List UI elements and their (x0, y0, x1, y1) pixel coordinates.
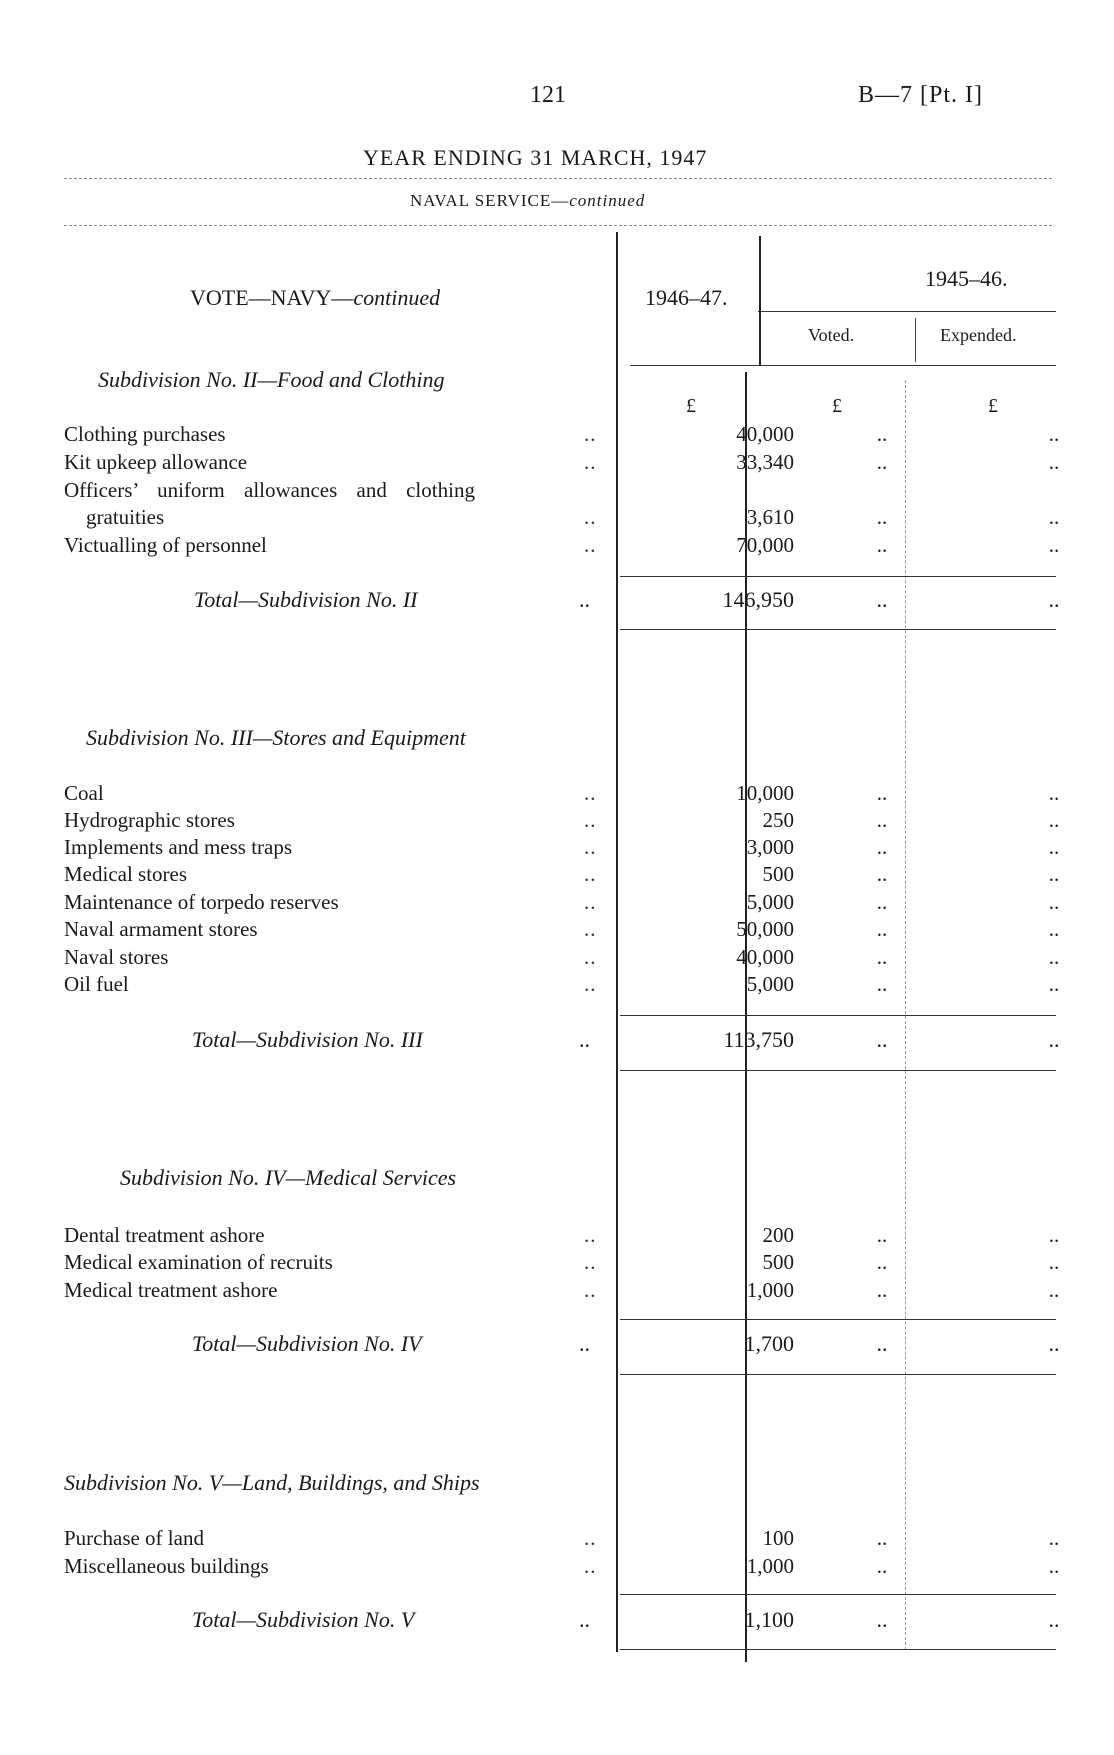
leader-dots: .. (584, 1278, 597, 1302)
currency-expended: £ (988, 395, 998, 417)
row-label: Victualling of personnel (64, 533, 267, 557)
leader-dots: .. (584, 972, 597, 996)
column-voted: Voted. (808, 325, 855, 345)
row-amount: 500 (762, 1250, 794, 1274)
total-expended: .. (1048, 1027, 1060, 1052)
row-voted: .. (876, 505, 888, 529)
total-voted: .. (876, 1607, 888, 1632)
table-row (64, 1249, 1064, 1275)
row-voted: .. (876, 890, 888, 914)
leader-dots: .. (584, 450, 597, 474)
table-row (64, 916, 1064, 942)
section-heading-IV: Subdivision No. IV—Medical Services (120, 1165, 457, 1190)
leader-dots: .. (584, 1223, 597, 1247)
leader-dots: .. (584, 533, 597, 557)
row-expended: .. (1048, 533, 1060, 557)
leader-dots: .. (584, 1250, 597, 1274)
total-rule (620, 1070, 1056, 1071)
total-voted: .. (876, 1027, 888, 1052)
total-expended: .. (1048, 1331, 1060, 1356)
row-label: Miscellaneous buildings (64, 1554, 269, 1578)
row-amount: 1,000 (746, 1278, 794, 1302)
currency-amount: £ (686, 395, 696, 417)
column-expended: Expended. (940, 325, 1017, 345)
header-bottom-rule (630, 365, 1056, 366)
rule-right-of-amounts-body (745, 372, 747, 1662)
row-amount: 500 (762, 862, 794, 886)
leader-dots: .. (584, 835, 597, 859)
leader-dots: .. (584, 505, 597, 529)
leader-dots: .. (584, 862, 597, 886)
row-label: Kit upkeep allowance (64, 450, 248, 474)
row-expended: .. (1048, 505, 1060, 529)
row-voted: .. (876, 862, 888, 886)
row-expended: .. (1048, 890, 1060, 914)
row-amount: 3,610 (746, 505, 794, 529)
page-number: 121 (530, 82, 566, 108)
table-row (64, 944, 1064, 970)
row-voted: .. (876, 945, 888, 969)
section-heading-V: Subdivision No. V—Land, Buildings, and Ships (64, 1470, 480, 1495)
row-voted: .. (876, 533, 888, 557)
total-label: Total—Subdivision No. II (194, 587, 418, 612)
row-label: Naval stores (64, 945, 169, 969)
total-row-IV (64, 1330, 1064, 1358)
row-voted: .. (876, 835, 888, 859)
row-amount: 70,000 (736, 533, 794, 557)
row-amount: 5,000 (746, 972, 794, 996)
row-amount: 1,000 (746, 1554, 794, 1578)
table-row (64, 971, 1064, 997)
leader-dots: .. (584, 1554, 597, 1578)
row-amount: 50,000 (736, 917, 794, 941)
currency-voted: £ (832, 395, 842, 417)
leader-dots: .. (584, 1526, 597, 1550)
row-amount: 3,000 (746, 835, 794, 859)
row-expended: .. (1048, 808, 1060, 832)
row-expended: .. (1048, 862, 1060, 886)
leader-dots: .. (584, 890, 597, 914)
total-expended: .. (1048, 1607, 1060, 1632)
table-row (64, 449, 1064, 475)
column-1946-47: 1946–47. (645, 285, 728, 310)
subtotal-rule (620, 576, 1056, 577)
rule-voted-expended (915, 318, 916, 362)
leader-dots: .. (584, 917, 597, 941)
row-amount: 100 (762, 1526, 794, 1550)
leader-dots: .. (584, 945, 597, 969)
row-voted: .. (876, 1250, 888, 1274)
row-amount: 33,340 (736, 450, 794, 474)
row-label: Naval armament stores (64, 917, 258, 941)
row-label: Clothing purchases (64, 422, 226, 446)
row-voted: .. (876, 781, 888, 805)
total-row-II (64, 586, 1064, 614)
table-row (64, 834, 1064, 860)
row-expended: .. (1048, 835, 1060, 859)
total-amount: 113,750 (723, 1027, 794, 1052)
vote-continued: continued (353, 285, 441, 310)
row-voted: .. (876, 1223, 888, 1247)
total-amount: 1,700 (744, 1331, 794, 1356)
table-row (64, 1222, 1064, 1248)
row-expended: .. (1048, 1223, 1060, 1247)
table-row (64, 532, 1064, 558)
table-row (64, 1553, 1064, 1579)
total-row-V (64, 1606, 1064, 1634)
total-voted: .. (876, 587, 888, 612)
total-voted: .. (876, 1331, 888, 1356)
leader-dots: .. (584, 781, 597, 805)
total-rule (620, 1374, 1056, 1375)
section-heading-III: Subdivision No. III—Stores and Equipment (86, 725, 466, 750)
row-voted: .. (876, 972, 888, 996)
row-voted: .. (876, 1526, 888, 1550)
page-reference: B—7 [Pt. I] (858, 82, 983, 108)
prior-year-rule (758, 311, 1056, 312)
row-label: Maintenance of torpedo reserves (64, 890, 339, 914)
row-voted: .. (876, 1554, 888, 1578)
rule-right-of-amounts (759, 236, 761, 366)
table-row (64, 421, 1064, 447)
row-voted: .. (876, 917, 888, 941)
leader-dots: .. (584, 808, 597, 832)
table-row (64, 780, 1064, 806)
row-label: Oil fuel (64, 972, 129, 996)
row-expended: .. (1048, 781, 1060, 805)
row-label: Implements and mess traps (64, 835, 293, 859)
leader-dots: .. (579, 1607, 590, 1632)
subtotal-rule (620, 1015, 1056, 1016)
vote-name: VOTE—NAVY— (190, 285, 354, 310)
subtotal-rule (620, 1319, 1056, 1320)
row-label: Medical stores (64, 862, 188, 886)
leader-dots: .. (579, 1331, 590, 1356)
subtotal-rule (620, 1594, 1056, 1595)
total-expended: .. (1048, 587, 1060, 612)
row-expended: .. (1048, 1250, 1060, 1274)
row-expended: .. (1048, 945, 1060, 969)
table-row (64, 861, 1064, 887)
leader-dots: .. (579, 587, 590, 612)
row-amount: 40,000 (736, 422, 794, 446)
row-amount: 200 (762, 1223, 794, 1247)
service-heading (410, 191, 645, 211)
table-row (64, 1277, 1064, 1303)
row-voted: .. (876, 422, 888, 446)
column-1945-46: 1945–46. (925, 266, 1008, 291)
page-title: YEAR ENDING 31 MARCH, 1947 (363, 145, 708, 170)
total-amount: 146,950 (722, 587, 794, 612)
row-expended: .. (1048, 1526, 1060, 1550)
row-voted: .. (876, 1278, 888, 1302)
row-expended: .. (1048, 1278, 1060, 1302)
row-expended: .. (1048, 1554, 1060, 1578)
title-rule (64, 178, 1052, 179)
row-label: Medical examination of recruits (64, 1250, 333, 1274)
row-label: Hydrographic stores (64, 808, 235, 832)
row-label: Coal (64, 781, 104, 805)
table-row (64, 807, 1064, 833)
service-continued: continued (569, 191, 646, 210)
row-expended: .. (1048, 450, 1060, 474)
row-label: Purchase of land (64, 1526, 204, 1550)
row-voted: .. (876, 450, 888, 474)
row-label-continued: gratuities (86, 505, 165, 529)
total-label: Total—Subdivision No. III (192, 1027, 423, 1052)
row-expended: .. (1048, 917, 1060, 941)
table-row (64, 1525, 1064, 1551)
leader-dots: .. (579, 1027, 590, 1052)
row-expended: .. (1048, 972, 1060, 996)
total-label: Total—Subdivision No. V (192, 1607, 415, 1632)
total-rule (620, 1649, 1056, 1650)
table-row (64, 889, 1064, 915)
total-label: Total—Subdivision No. IV (192, 1331, 422, 1356)
row-label: Medical treatment ashore (64, 1278, 278, 1302)
row-voted: .. (876, 808, 888, 832)
row-amount: 250 (762, 808, 794, 832)
row-amount: 5,000 (746, 890, 794, 914)
row-expended: .. (1048, 422, 1060, 446)
row-amount: 10,000 (736, 781, 794, 805)
table-row (64, 477, 1064, 533)
row-label: Officers’ uniform allowances and clothing (64, 478, 475, 502)
vote-heading (190, 285, 440, 311)
row-label: Dental treatment ashore (64, 1223, 265, 1247)
leader-dots: .. (584, 422, 597, 446)
section-heading-II: Subdivision No. II—Food and Clothing (98, 367, 445, 392)
total-amount: 1,100 (744, 1607, 794, 1632)
total-row-III (64, 1026, 1064, 1054)
total-rule (620, 629, 1056, 630)
row-amount: 40,000 (736, 945, 794, 969)
service-rule (64, 225, 1052, 226)
service-name: NAVAL SERVICE— (410, 191, 570, 210)
